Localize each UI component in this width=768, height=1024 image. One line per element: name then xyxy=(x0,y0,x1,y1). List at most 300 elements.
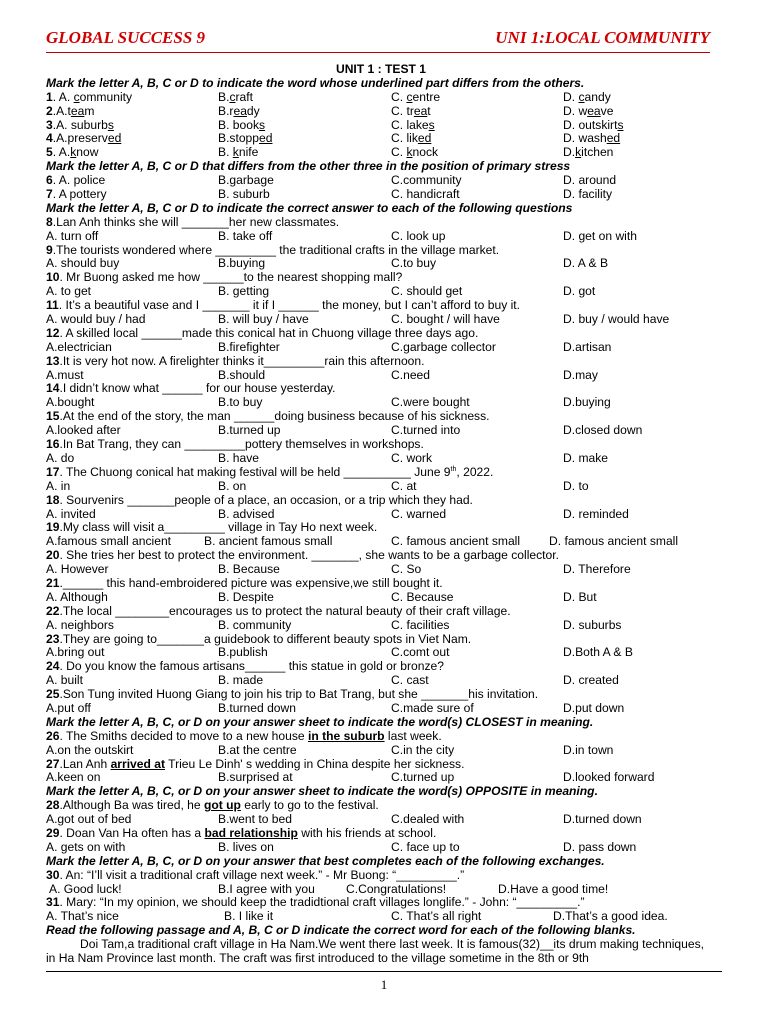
question-number: 25 xyxy=(46,687,60,702)
option xyxy=(218,771,293,785)
question-stem xyxy=(46,382,716,396)
option-text: B.to buy xyxy=(218,395,263,410)
option xyxy=(218,174,274,188)
question-stem xyxy=(46,577,716,591)
option-text: D. xyxy=(563,145,576,160)
option-text: C. bought / will have xyxy=(391,312,500,327)
option-text: B. made xyxy=(218,673,264,688)
option-text: D.in town xyxy=(563,742,614,757)
option xyxy=(391,230,445,244)
question-text: .In Bat Trang, they can _________pottery themselves in workshops. xyxy=(59,437,424,452)
option xyxy=(563,91,611,105)
underlined-part: s xyxy=(259,117,266,132)
option: A. That’s nice xyxy=(46,909,119,924)
question-text: . The Smiths decided to move to a new house xyxy=(59,728,308,743)
option-text: C. facilities xyxy=(391,617,450,632)
question-number: 10 xyxy=(46,270,60,285)
question-stem xyxy=(46,216,716,230)
option xyxy=(46,230,98,244)
option xyxy=(391,563,421,577)
option-row xyxy=(46,230,716,244)
option-text: C. should get xyxy=(391,284,463,299)
option: D.That’s a good idea. xyxy=(553,909,668,924)
underlined-part: k xyxy=(232,145,239,160)
option-text: C. at xyxy=(391,478,417,493)
option xyxy=(218,619,291,633)
option-text: D. outskirt xyxy=(563,117,618,132)
option-text: D. created xyxy=(563,673,619,688)
option-text: C. warned xyxy=(391,506,447,521)
question-number: 15 xyxy=(46,409,60,424)
question-text-tail: early to go to the festival. xyxy=(240,798,379,813)
option xyxy=(563,188,612,202)
option-row xyxy=(46,119,716,133)
question-text: .They are going to_______a guidebook to different beauty spots in Viet Nam. xyxy=(59,631,472,646)
question-number: 16 xyxy=(46,437,60,452)
option-text: C.comt out xyxy=(391,645,450,660)
option-row xyxy=(46,91,716,105)
option-text: A.put off xyxy=(46,700,91,715)
option-text: B.turned up xyxy=(218,423,281,438)
option-text: . A. police xyxy=(52,173,106,188)
option xyxy=(391,91,440,105)
option: C. That’s all right xyxy=(391,909,482,924)
question-number: 9 xyxy=(46,242,53,257)
option xyxy=(46,841,125,855)
option xyxy=(46,396,94,410)
option xyxy=(391,702,474,716)
option xyxy=(46,119,114,133)
option xyxy=(218,702,296,716)
option-text: B. take off xyxy=(218,228,273,243)
option-text: B.should xyxy=(218,367,266,382)
question-text-tail: , 2022. xyxy=(456,464,494,479)
option-text: C.were bought xyxy=(391,395,470,410)
option-text: A. do xyxy=(46,450,75,465)
option-row xyxy=(46,132,716,146)
underlined-part: c xyxy=(73,89,80,104)
option xyxy=(391,646,449,660)
option-text: A. should buy xyxy=(46,256,120,271)
question-text-tail: Trieu Le Dinh' s wedding in China despite her sickness. xyxy=(165,756,465,771)
option xyxy=(46,174,105,188)
option-row xyxy=(46,813,716,827)
option-text: D. w xyxy=(563,103,588,118)
option-text: C. face up to xyxy=(391,839,460,854)
option-text: . A. xyxy=(52,145,71,160)
option-row xyxy=(46,508,716,522)
option-text: C. tr xyxy=(391,103,414,118)
option-row xyxy=(46,702,716,716)
option-row xyxy=(46,105,716,119)
option-text: D.buying xyxy=(563,395,611,410)
option-row xyxy=(46,646,716,660)
option-text: D. buy / would have xyxy=(563,312,670,327)
option xyxy=(563,341,611,355)
underlined-part: k xyxy=(406,145,413,160)
option-text: D. to xyxy=(563,478,589,493)
option-text: C. look up xyxy=(391,228,446,243)
option-text: D.Both A & B xyxy=(563,645,633,660)
option xyxy=(218,91,253,105)
option xyxy=(218,508,274,522)
option-text: A.on the outskirt xyxy=(46,742,134,757)
option xyxy=(391,119,435,133)
option xyxy=(391,813,464,827)
option-text: A. built xyxy=(46,673,83,688)
option xyxy=(563,508,629,522)
option-text: .A.preserv xyxy=(52,131,108,146)
option-text: B. xyxy=(218,145,233,160)
option xyxy=(563,230,637,244)
question-text: . It’s a beautiful vase and I _______ it if I ______ the money, but I can’t afford to buy it. xyxy=(58,298,521,313)
question-stem xyxy=(46,799,716,813)
option: B.I agree with you xyxy=(218,881,315,896)
option-text: .A. suburb xyxy=(52,117,108,132)
option xyxy=(563,132,620,146)
question-text: .At the end of the story, the man ______doing business because of his sickness. xyxy=(59,409,490,424)
underlined-part: ed xyxy=(606,131,621,146)
option-text: D. xyxy=(563,89,579,104)
option-text: D. pass down xyxy=(563,839,637,854)
option xyxy=(46,744,133,758)
question-number: 20 xyxy=(46,548,60,563)
option xyxy=(218,369,265,383)
option xyxy=(218,813,292,827)
question-stem xyxy=(46,410,716,424)
option-row xyxy=(46,619,716,633)
option-text: C. handicraft xyxy=(391,187,460,202)
test-body xyxy=(46,63,716,966)
option xyxy=(563,424,642,438)
option-text: D.put down xyxy=(563,700,625,715)
option xyxy=(391,396,470,410)
question-text: .It is very hot now. A firelighter thinks it_________rain this afternoon. xyxy=(59,353,425,368)
option-text: D.closed down xyxy=(563,423,643,438)
question-text-tail: last week. xyxy=(384,728,442,743)
question-number: 4 xyxy=(46,131,53,146)
option-text: D. reminded xyxy=(563,506,629,521)
option-row xyxy=(46,188,716,202)
option-text: B. advised xyxy=(218,506,275,521)
option-text: D. get on with xyxy=(563,228,637,243)
option xyxy=(563,369,598,383)
option xyxy=(46,91,132,105)
option-text: A.got out of bed xyxy=(46,812,132,827)
option xyxy=(46,313,146,327)
option-row xyxy=(46,771,716,785)
instruction: Mark the letter A, B, C or D to indicate the correct answer to each of the following questions xyxy=(46,200,573,215)
option-text: m xyxy=(84,103,95,118)
option-text: . A. xyxy=(52,89,74,104)
option xyxy=(391,424,460,438)
option xyxy=(218,257,265,271)
option-text: A. neighbors xyxy=(46,617,114,632)
option-text: C. Because xyxy=(391,589,454,604)
superscript: th xyxy=(450,465,457,473)
option xyxy=(218,424,281,438)
question-text: .The tourists wondered where _________ the traditional crafts in the village market. xyxy=(52,242,500,257)
option xyxy=(46,188,107,202)
option-row xyxy=(46,369,716,383)
option-row xyxy=(46,591,716,605)
option xyxy=(46,105,94,119)
option-text: C. lik xyxy=(391,131,418,146)
option-text: A. would buy / had xyxy=(46,312,146,327)
header-left: GLOBAL SUCCESS 9 xyxy=(46,28,206,47)
option-text: C. So xyxy=(391,562,422,577)
option xyxy=(391,452,432,466)
question-text: .______ this hand-embroidered picture was expensive,we still bought it. xyxy=(59,575,443,590)
option xyxy=(46,619,114,633)
option xyxy=(563,452,608,466)
question-text: . Sourvenirs _______people of a place, an occasion, or a trip which they had. xyxy=(59,492,473,507)
option-text: A. turn off xyxy=(46,228,99,243)
question-number: 7 xyxy=(46,187,53,202)
question-stem xyxy=(46,688,716,702)
question-text: .Lan Anh xyxy=(59,756,111,771)
question-number: 1 xyxy=(46,89,53,104)
option-text: A. gets on with xyxy=(46,839,126,854)
question-text: . A skilled local ______made this conical hat in Chuong village three days ago. xyxy=(59,325,479,340)
question-number: 13 xyxy=(46,353,60,368)
option xyxy=(391,146,438,160)
option-text: A. invited xyxy=(46,506,96,521)
question-number: 18 xyxy=(46,492,60,507)
option-text: B. Despite xyxy=(218,589,274,604)
option-text: itchen xyxy=(581,145,614,160)
option-row xyxy=(46,535,716,549)
option-row xyxy=(46,146,716,160)
option xyxy=(218,452,259,466)
option xyxy=(218,230,272,244)
option-text: A.bring out xyxy=(46,645,105,660)
option-text: B.went to bed xyxy=(218,812,292,827)
passage: Doi Tam,a traditional craft village in Ha Nam.We went there last week. It is famous(32)__its drum making techniques, in Ha Nam Province last month. The craft was first introduced to the village sometime in the 8th or 9th xyxy=(46,937,704,966)
question-number: 24 xyxy=(46,659,60,674)
instruction: Mark the letter A, B, C, or D on your answer sheet to indicate the word(s) OPPOSITE in meaning. xyxy=(46,784,598,799)
option-text: B.firefighter xyxy=(218,339,280,354)
option xyxy=(218,105,260,119)
option xyxy=(563,841,636,855)
underlined-part: s xyxy=(107,117,114,132)
question-text-tail: with his friends at school. xyxy=(297,825,437,840)
option xyxy=(46,674,83,688)
option-text: A.looked after xyxy=(46,423,121,438)
option xyxy=(563,480,589,494)
option xyxy=(218,188,270,202)
option xyxy=(218,132,272,146)
option-text: B. will buy / have xyxy=(218,312,309,327)
question-text: . Do you know the famous artisans______ this statue in gold or bronze? xyxy=(59,659,444,674)
option xyxy=(391,341,496,355)
option-text: ommunity xyxy=(79,89,133,104)
option-row xyxy=(46,563,716,577)
option: B. ancient famous small xyxy=(204,534,333,549)
question-stem xyxy=(46,494,716,508)
option xyxy=(46,702,91,716)
option-text: C.turned into xyxy=(391,423,461,438)
option-text: D. wash xyxy=(563,131,607,146)
option-text: C.need xyxy=(391,367,430,382)
question-number: 14 xyxy=(46,381,60,396)
option-text: A. Although xyxy=(46,589,108,604)
option-text: D.artisan xyxy=(563,339,612,354)
option xyxy=(563,646,633,660)
option-text: B.at the centre xyxy=(218,742,297,757)
option-row xyxy=(46,285,716,299)
option xyxy=(391,508,446,522)
underlined-part: c xyxy=(406,89,413,104)
underlined-part: s xyxy=(428,117,435,132)
option xyxy=(46,369,84,383)
option xyxy=(391,369,430,383)
option-text: A.must xyxy=(46,367,84,382)
underlined-part: ea xyxy=(413,103,428,118)
option xyxy=(563,105,613,119)
question-stem xyxy=(46,660,716,674)
option-text: D. got xyxy=(563,284,596,299)
option-text: dy xyxy=(246,103,260,118)
option-text: C. cast xyxy=(391,673,429,688)
option-text: C.turned up xyxy=(391,770,455,785)
question-number: 23 xyxy=(46,631,60,646)
underlined-phrase: got up xyxy=(204,798,241,813)
question-number: 29 xyxy=(46,825,60,840)
option xyxy=(218,285,269,299)
option xyxy=(563,771,654,785)
option-text: A.electrician xyxy=(46,339,112,354)
option-row xyxy=(46,480,716,494)
option xyxy=(391,771,454,785)
question-text: . She tries her best to protect the environment. _______, she wants to be a garbage collector. xyxy=(59,548,559,563)
question-text: . The Chuong conical hat making festival will be held __________ June 9 xyxy=(59,464,451,479)
option xyxy=(218,396,262,410)
question-stem xyxy=(46,327,716,341)
option-text: B. book xyxy=(218,117,260,132)
option xyxy=(46,771,100,785)
instruction: Mark the letter A, B, C or D to indicate the word whose underlined part differs from the others. xyxy=(46,75,585,90)
option-text: B. community xyxy=(218,617,292,632)
option xyxy=(391,285,462,299)
option xyxy=(563,702,624,716)
question-stem xyxy=(46,299,716,313)
option xyxy=(391,480,417,494)
option-text: raft xyxy=(235,89,253,104)
option-row xyxy=(46,883,716,897)
question-number: 31 xyxy=(46,895,60,910)
option-text: B.r xyxy=(218,103,234,118)
option xyxy=(218,591,274,605)
option xyxy=(563,174,616,188)
question-number: 3 xyxy=(46,117,53,132)
question-text: .Son Tung invited Huong Giang to join his trip to Bat Trang, but she _______his invitation. xyxy=(59,687,539,702)
question-text: .My class will visit a_________ village in Tay Ho next week. xyxy=(59,520,378,535)
option xyxy=(563,744,613,758)
question-stem xyxy=(46,355,716,369)
option-row xyxy=(46,174,716,188)
option xyxy=(46,146,98,160)
option-row xyxy=(46,841,716,855)
option: D.Have a good time! xyxy=(498,881,609,896)
option-text: D. facility xyxy=(563,187,613,202)
underlined-phrase: in the suburb xyxy=(307,728,385,743)
option-text: A.bought xyxy=(46,395,95,410)
option xyxy=(563,674,619,688)
option xyxy=(391,105,431,119)
option-row xyxy=(46,313,716,327)
option-row xyxy=(46,257,716,271)
instruction: Mark the letter A, B, C, or D on your answer sheet to indicate the word(s) CLOSEST in meaning. xyxy=(46,714,594,729)
underlined-part: ed xyxy=(417,131,432,146)
option xyxy=(391,174,462,188)
option xyxy=(46,813,131,827)
option-text: B. getting xyxy=(218,284,270,299)
option-text: . A pottery xyxy=(52,187,107,202)
option xyxy=(563,563,631,577)
option xyxy=(391,132,431,146)
option-text: C.community xyxy=(391,173,462,188)
option-text: D.may xyxy=(563,367,598,382)
option-text: andy xyxy=(584,89,611,104)
option-text: D. around xyxy=(563,173,617,188)
instruction: Read the following passage and A, B, C or D indicate the correct word for each of the following blanks. xyxy=(46,923,636,938)
option: D. famous ancient small xyxy=(549,534,679,549)
option-text: C.garbage collector xyxy=(391,339,496,354)
option-text: entre xyxy=(412,89,441,104)
question-stem xyxy=(46,521,716,535)
option xyxy=(563,313,669,327)
question-stem xyxy=(46,549,716,563)
underlined-part: k xyxy=(575,145,582,160)
option-text: A.keen on xyxy=(46,770,101,785)
question-text: . Mary: “In my opinion, we should keep the tradidtional craft villages longlife.” - John: “_________.” xyxy=(59,895,585,910)
footer-rule xyxy=(46,971,722,972)
option xyxy=(46,257,119,271)
question-text: .The local ________encourages us to protect the natural beauty of their craft village. xyxy=(59,603,511,618)
question-number: 8 xyxy=(46,214,53,229)
option: C. famous ancient small xyxy=(391,534,521,549)
option-text: D. suburbs xyxy=(563,617,622,632)
underlined-part: s xyxy=(617,117,624,132)
question-stem xyxy=(46,758,716,772)
option-text: D. But xyxy=(563,589,597,604)
question-text: .Lan Anh thinks she will _______her new classmates. xyxy=(52,214,340,229)
question-stem xyxy=(46,466,716,480)
option-text: nife xyxy=(238,145,259,160)
underlined-part: ea xyxy=(70,103,85,118)
option-text: C. work xyxy=(391,450,432,465)
option-row xyxy=(46,396,716,410)
option-text: D. A & B xyxy=(563,256,609,271)
question-stem xyxy=(46,244,716,258)
option-text: A. in xyxy=(46,478,71,493)
underlined-part: ea xyxy=(233,103,247,118)
underlined-part: c xyxy=(578,89,585,104)
option xyxy=(46,285,91,299)
option-text: B.garbage xyxy=(218,173,274,188)
option xyxy=(218,146,258,160)
option xyxy=(218,841,274,855)
option xyxy=(46,424,121,438)
question-stem xyxy=(46,896,716,910)
option-text: D. make xyxy=(563,450,609,465)
underlined-phrase: bad relationship xyxy=(204,825,298,840)
question-number: 12 xyxy=(46,325,60,340)
underlined-part: k xyxy=(70,145,77,160)
page-header xyxy=(46,26,710,53)
option xyxy=(46,563,109,577)
